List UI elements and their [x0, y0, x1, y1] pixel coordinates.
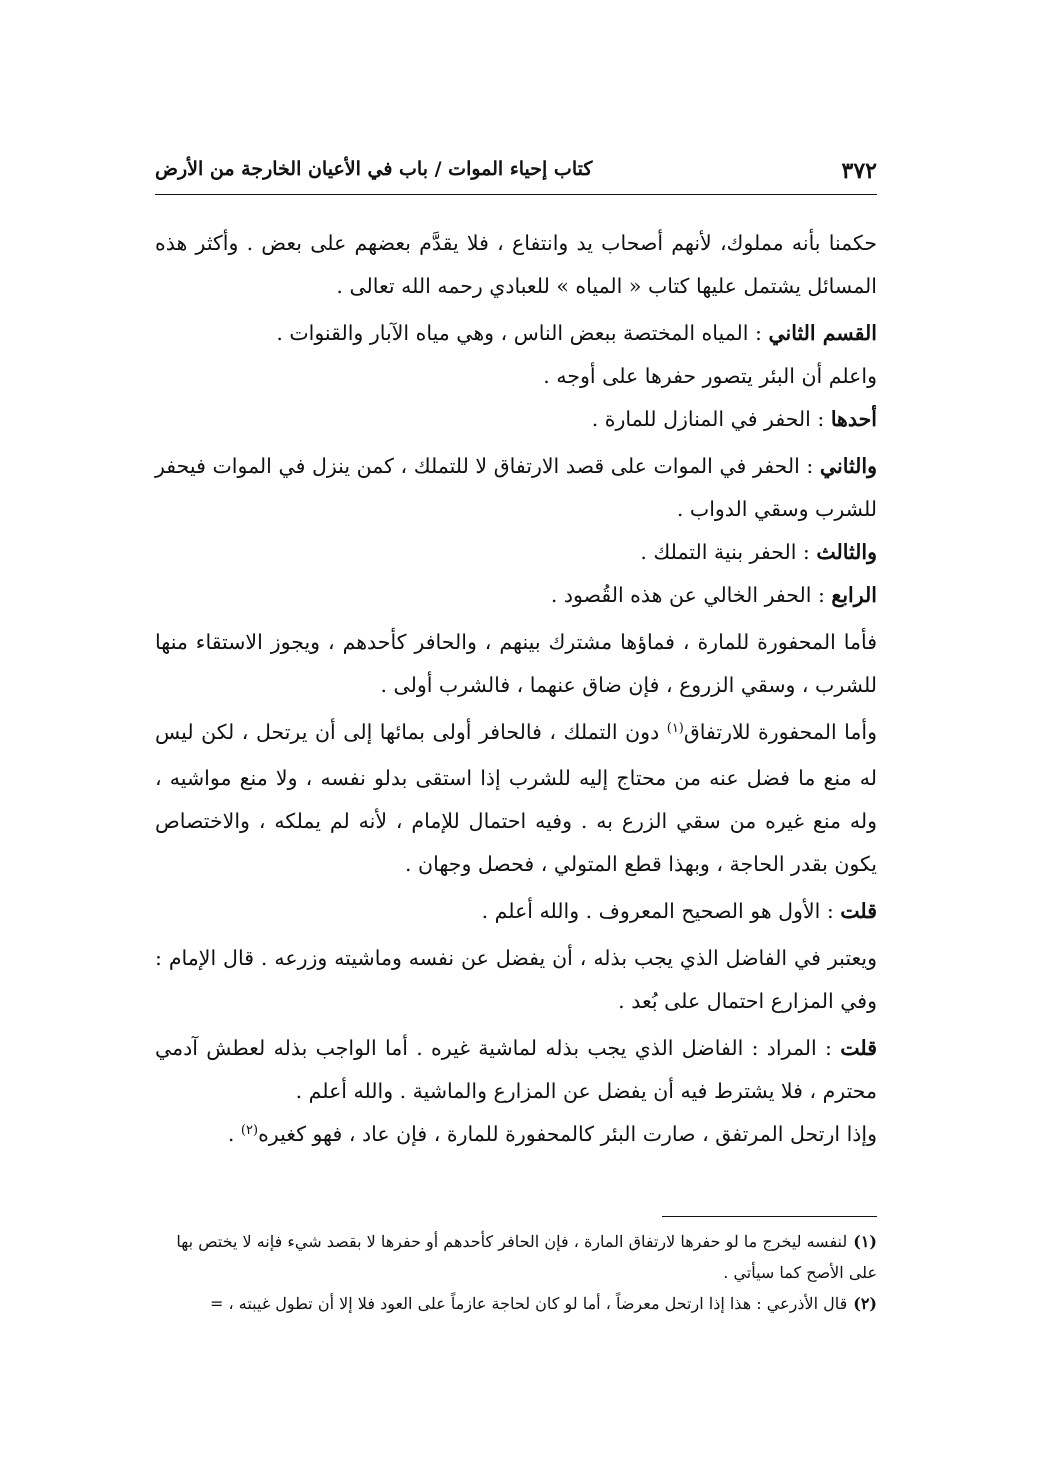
- paragraph-heading: والثالث: [816, 540, 877, 564]
- footnote: (١)لنفسه ليخرج ما لو حفرها لارتفاق المارة ، فإن الحافر كأحدهم أو حفرها لا بقصد شيء فإنه لا يختص بها على الأصح كما سيأتي .: [176, 1232, 877, 1282]
- footnote-number: (١): [853, 1232, 877, 1251]
- paragraph: وأما المحفورة للارتفاق$^{(١)}$ دون التملك ، فالحافر أولى بمائها إلى أن يرتحل ، لكن ليس له منع ما فضل عنه من محتاج إليه للشرب إذا استقى بدلو نفسه ، ولا منع مواشيه ، وله منع غيره من سقي الزرع به . وفيه احتمال للإمام ، لأنه لم يملكه ، والاختصاص يكون بقدر الحاجة ، وبهذا قطع المتولي ، فحصل وجهان .: [155, 720, 877, 876]
- running-title: كتاب إحياء الموات / باب في الأعيان الخارجة من الأرض: [155, 158, 593, 180]
- footnote: (٢)قال الأذرعي : هذا إذا ارتحل معرضاً ، أما لو كان لحاجة عازماً على العود فلا إلا أن تطول غيبته ، =: [210, 1294, 877, 1313]
- paragraph: ويعتبر في الفاضل الذي يجب بذله ، أن يفضل عن نفسه وماشيته وزرعه . قال الإمام : وفي المزارع احتمال على بُعد .: [155, 946, 877, 1013]
- paragraph: وإذا ارتحل المرتفق ، صارت البئر كالمحفورة للمارة ، فإن عاد ، فهو كغيره$^{(٢)}$ .: [227, 1122, 877, 1146]
- paragraph: الرابع : الحفر الخالي عن هذه القُصود .: [550, 583, 877, 607]
- paragraph-heading: قلت: [840, 899, 877, 923]
- main-text: [155, 222, 877, 1159]
- paragraph: قلت : المراد : الفاضل الذي يجب بذله لماشية غيره . أما الواجب بذله لعطش آدمي محترم ، فلا يشترط فيه أن يفضل عن المزارع والماشية . والله أعلم .: [155, 1036, 877, 1103]
- paragraph: قلت : الأول هو الصحيح المعروف . والله أعلم .: [481, 899, 877, 923]
- page-number: ٣٧٢: [841, 158, 877, 184]
- paragraph: فأما المحفورة للمارة ، فماؤها مشترك بينهم ، والحافر كأحدهم ، ويجوز الاستقاء منها للشرب ، وسقي الزروع ، فإن ضاق عنهما ، فالشرب أولى .: [155, 630, 877, 697]
- paragraph-heading: الرابع: [831, 583, 877, 607]
- paragraph: والثاني : الحفر في الموات على قصد الارتفاق لا للتملك ، كمن ينزل في الموات فيحفر للشرب وسقي الدواب .: [155, 454, 877, 521]
- paragraph: حكمنا بأنه مملوك، لأنهم أصحاب يد وانتفاع ، فلا يقدَّم بعضهم على بعض . وأكثر هذه المسائل يشتمل عليها كتاب « المياه » للعبادي رحمه الله تعالى .: [155, 231, 877, 298]
- page-header: [155, 150, 877, 195]
- paragraph: واعلم أن البئر يتصور حفرها على أوجه .: [543, 364, 877, 388]
- paragraph-heading: أحدها: [830, 407, 877, 431]
- paragraph-heading: قلت: [840, 1036, 877, 1060]
- footnotes: [155, 1226, 877, 1319]
- footnote-ref[interactable]: (٢): [240, 1123, 259, 1138]
- paragraph-heading: والثاني: [819, 454, 877, 478]
- paragraph: أحدها : الحفر في المنازل للمارة .: [591, 407, 877, 431]
- paragraph-heading: القسم الثاني: [768, 321, 877, 345]
- footnote-ref[interactable]: (١): [666, 721, 684, 736]
- paragraph: والثالث : الحفر بنية التملك .: [640, 540, 877, 564]
- paragraph: القسم الثاني : المياه المختصة ببعض الناس ، وهي مياه الآبار والقنوات .: [276, 321, 877, 345]
- footnote-number: (٢): [853, 1294, 877, 1313]
- footnote-divider: [662, 1216, 877, 1217]
